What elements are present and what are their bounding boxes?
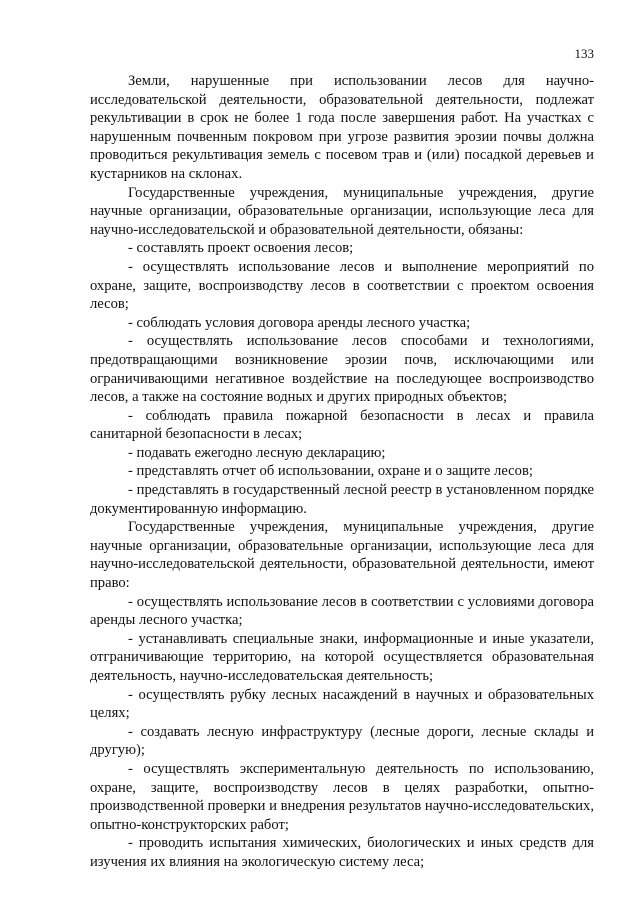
obligation-item: - осуществлять использование лесов способами и технологиями, предотвращающими возникновение эрозии почв, исключающими или ограничивающими негативное воздействие на последующее воспроизводство лесов, а также на состояние водных и других природных объектов; — [90, 333, 594, 406]
right-item: - проводить испытания химических, биологических и иных средств для изучения их влияния на экологическую систему леса; — [90, 835, 594, 870]
paragraph-reclamation: Земли, нарушенные при использовании лесов для научно-исследовательской деятельности, образовательной деятельности, подлежат рекультивации в срок не более 1 года после завершения работ. На участках с нарушенным почвенным покровом при угрозе развития эрозии почвы должна проводиться рекультивация земель с посевом трав и (или) посадкой деревьев и кустарников на склонах. — [90, 73, 594, 182]
obligation-item: - соблюдать правила пожарной безопасности в лесах и правила санитарной безопасности в лесах; — [90, 407, 594, 443]
right-item: - осуществлять использование лесов в соответствии с условиями договора аренды лесного участка; — [90, 593, 594, 629]
obligation-item: - осуществлять использование лесов и выполнение мероприятий по охране, защите, воспроизводству лесов в соответствии с проектом освоения лесов; — [90, 258, 594, 313]
paragraph-obligations-intro: Государственные учреждения, муниципальные учреждения, другие научные организации, образовательные организации, использующие леса для научно-исследовательской и образовательной деятельности, обязаны: — [90, 184, 594, 238]
right-item: - осуществлять экспериментальную деятельность по использованию, охране, защите, воспроизводству лесов в целях разработки, опытно-производственной проверки и внедрения результатов научно-исследовательских, опытно-конструкторских работ; — [90, 760, 594, 833]
obligation-item: - составлять проект освоения лесов; — [128, 240, 354, 257]
obligation-item: - представлять в государственный лесной реестр в установленном порядке документированную информацию. — [90, 482, 594, 517]
paragraph-rights-intro: Государственные учреждения, муниципальные учреждения, другие научные организации, образовательные организации, использующие леса для научно-исследовательской деятельности, образовательной деятельности, имеют право: — [90, 519, 594, 592]
right-item: - устанавливать специальные знаки, информационные и иные указатели, отграничивающие территорию, на которой осуществляется образовательная деятельность, научно-исследовательская деятельность; — [90, 630, 594, 684]
right-item: - создавать лесную инфраструктуру (лесные дороги, лесные склады и другую); — [90, 723, 594, 759]
obligation-item: - соблюдать условия договора аренды лесного участка; — [128, 314, 471, 331]
right-item: - осуществлять рубку лесных насаждений в научных и образовательных целях; — [90, 686, 594, 722]
obligation-item: - подавать ежегодно лесную декларацию; — [128, 444, 386, 461]
obligation-item: - представлять отчет об использовании, охране и о защите лесов; — [128, 463, 533, 480]
page-number: 133 — [574, 46, 594, 61]
document-body — [90, 72, 594, 872]
